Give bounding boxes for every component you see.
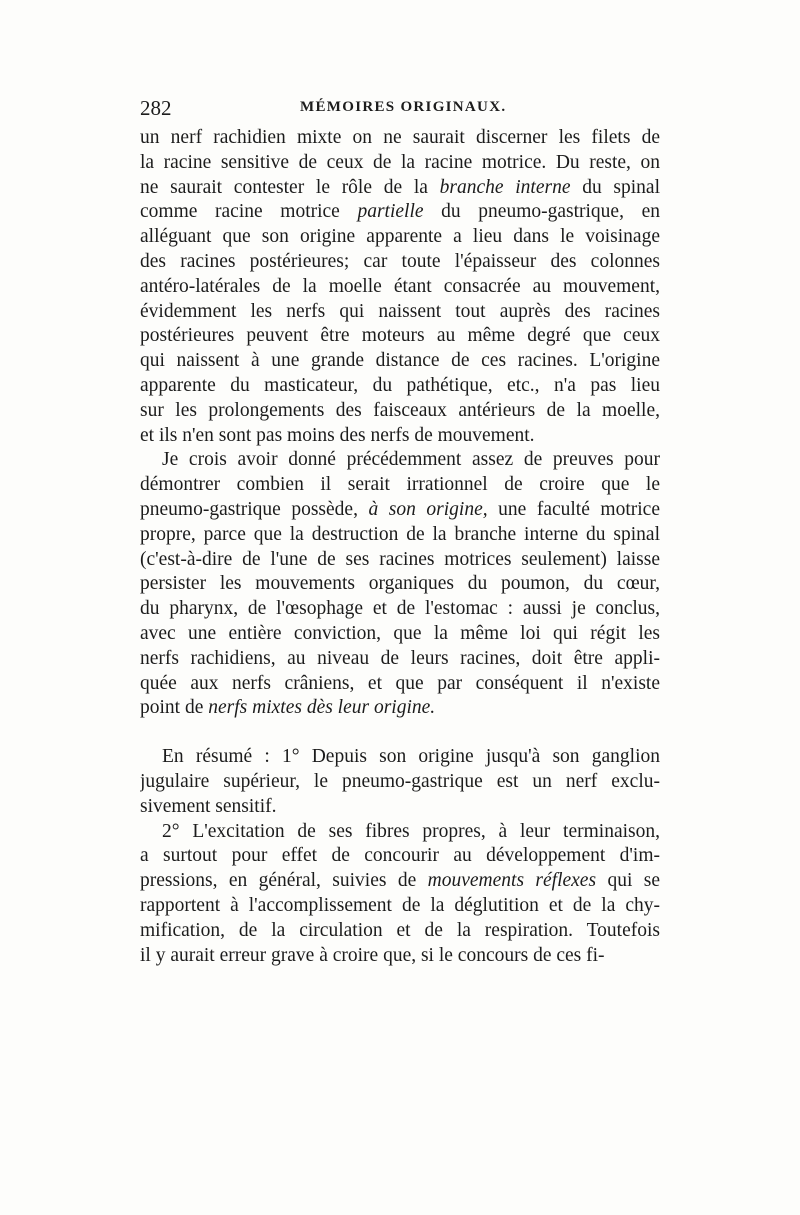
italic-phrase: mouvements réflexes	[427, 870, 597, 892]
text-line: des racines postérieures; car toute l'épaisseur des colonnes	[140, 250, 660, 272]
running-title: MÉMOIRES ORIGINAUX.	[300, 99, 507, 115]
text-line: un nerf rachidien mixte on ne saurait discerner les filets de	[140, 127, 660, 148]
paragraph-2	[140, 448, 660, 721]
page-number: 282	[140, 96, 172, 120]
text-line: la racine sensitive de ceux de la racine motrice. Du reste, on	[140, 151, 660, 173]
italic-phrase: nerfs mixtes dès leur origine.	[208, 697, 436, 719]
text-line: mification, de la circulation et de la respiration. Toutefois	[140, 919, 660, 941]
paragraph-1	[140, 126, 660, 448]
text-line: démontrer combien il serait irrationnel de croire que le	[140, 474, 660, 496]
italic-phrase: partielle	[357, 201, 424, 223]
text-line: point de nerfs mixtes dès leur origine.	[140, 697, 436, 719]
text-line: pressions, en général, suivies de mouvements réflexes qui se	[140, 870, 660, 892]
paragraph-3	[140, 745, 660, 819]
text-line: qui naissent à une grande distance de ces racines. L'origine	[140, 350, 660, 372]
text-line: nerfs rachidiens, au niveau de leurs racines, doit être appli-	[140, 647, 660, 669]
text-line: il y aurait erreur grave à croire que, si le concours de ces fi-	[140, 944, 605, 966]
text-line: a surtout pour effet de concourir au développement d'im-	[140, 845, 660, 867]
text-line: propre, parce que la destruction de la branche interne du spinal	[140, 523, 660, 545]
text-line: et ils n'en sont pas moins des nerfs de mouvement.	[140, 424, 535, 446]
text-line: (c'est-à-dire de l'une de ses racines motrices seulement) laisse	[140, 548, 660, 570]
text-line: ne saurait contester le rôle de la branche interne du spinal	[140, 176, 660, 198]
text-line: alléguant que son origine apparente a lieu dans le voisinage	[140, 226, 660, 248]
text-line: comme racine motrice partielle du pneumo-gastrique, en	[140, 201, 660, 223]
italic-phrase: branche interne	[439, 176, 571, 198]
paragraph-4	[140, 820, 660, 969]
text-line: sur les prolongements des faisceaux antérieurs de la moelle,	[140, 399, 660, 421]
text-line: avec une entière conviction, que la même loi qui régit les	[140, 622, 660, 644]
text-line: persister les mouvements organiques du poumon, du cœur,	[140, 573, 660, 595]
text-line: antéro-latérales de la moelle étant consacrée au mouvement,	[140, 275, 660, 297]
text-line: pneumo-gastrique possède, à son origine, une faculté motrice	[140, 498, 660, 520]
text-line: du pharynx, de l'œsophage et de l'estomac : aussi je conclus,	[140, 598, 660, 620]
text-line: rapportent à l'accomplissement de la déglutition et de la chy-	[140, 894, 660, 916]
text-line: 2° L'excitation de ses fibres propres, à leur terminaison,	[162, 820, 660, 842]
text-line: sivement sensitif.	[140, 795, 277, 817]
running-head	[140, 96, 660, 126]
italic-phrase: à son origine,	[368, 498, 488, 520]
text-line: Je crois avoir donné précédemment assez de preuves pour	[162, 449, 660, 471]
section-break	[140, 721, 660, 745]
text-line: apparente du masticateur, du pathétique, etc., n'a pas lieu	[140, 374, 660, 396]
text-line: évidemment les nerfs qui naissent tout auprès des racines	[140, 300, 660, 322]
text-line: jugulaire supérieur, le pneumo-gastrique est un nerf exclu-	[140, 770, 660, 792]
text-line: En résumé : 1° Depuis son origine jusqu'à son ganglion	[162, 746, 660, 768]
text-line: postérieures peuvent être moteurs au même degré que ceux	[140, 325, 660, 347]
text-line: quée aux nerfs crâniens, et que par conséquent il n'existe	[140, 672, 660, 694]
book-page	[140, 96, 660, 968]
